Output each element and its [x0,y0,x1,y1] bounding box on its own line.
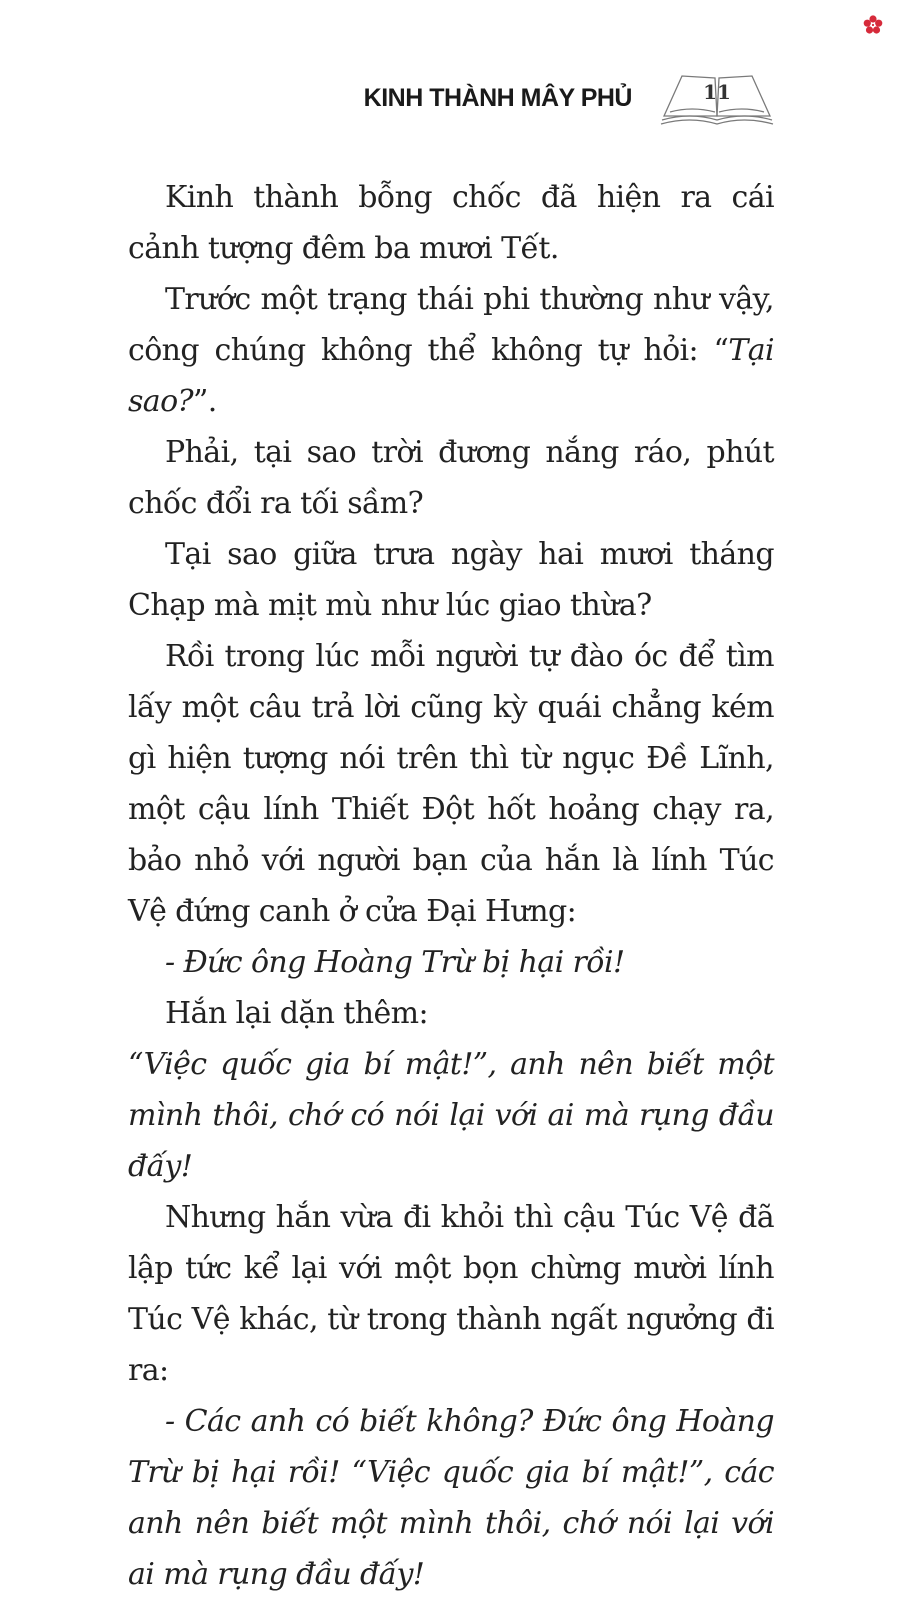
body-text [128,172,774,1600]
paragraph: Tại sao giữa trưa ngày hai mươi tháng Chạp mà mịt mù như lúc giao thừa? [128,537,774,623]
paragraph: Phải, tại sao trời đương nắng ráo, phút chốc đổi ra tối sầm? [128,435,774,521]
dialogue-line: “Việc quốc gia bí mật!”, anh nên biết một mình thôi, chớ có nói lại với ai mà rụng đầu đấy! [128,1047,774,1184]
dialogue-line: - Đức ông Hoàng Trừ bị hại rồi! [165,945,625,980]
flower-icon [862,14,884,36]
page-header [0,72,900,132]
dialogue-line: - Các anh có biết không? Đức ông Hoàng Trừ bị hại rồi! “Việc quốc gia bí mật!”, các anh nên biết một mình thôi, chớ nói lại với ai mà rụng đầu đấy! [128,1404,774,1592]
text-run: ”. [193,384,217,419]
paragraph: Nhưng hắn vừa đi khỏi thì cậu Túc Vệ đã lập tức kể lại với một bọn chừng mười lính Túc Vệ khác, từ trong thành ngất ngưởng đi ra: [128,1200,774,1388]
paragraph: Rồi trong lúc mỗi người tự đào óc để tìm lấy một câu trả lời cũng kỳ quái chẳng kém gì hiện tượng nói trên thì từ ngục Đề Lĩnh, một cậu lính Thiết Đột hốt hoảng chạy ra, bảo nhỏ với người bạn của hắn là lính Túc Vệ đứng canh ở cửa Đại Hưng: [128,639,774,929]
page-number: 11 [703,80,731,104]
paragraph: Kinh thành bỗng chốc đã hiện ra cái cảnh tượng đêm ba mươi Tết. [128,180,774,266]
paragraph [128,274,774,427]
running-title: KINH THÀNH MÂY PHỦ [363,84,632,112]
text-run: Trước một trạng thái phi thường như vậy, công chúng không thể không tự hỏi: “ [128,282,774,368]
italic-quote: Tại sao? [128,333,774,419]
paragraph: Hắn lại dặn thêm: [165,996,428,1031]
